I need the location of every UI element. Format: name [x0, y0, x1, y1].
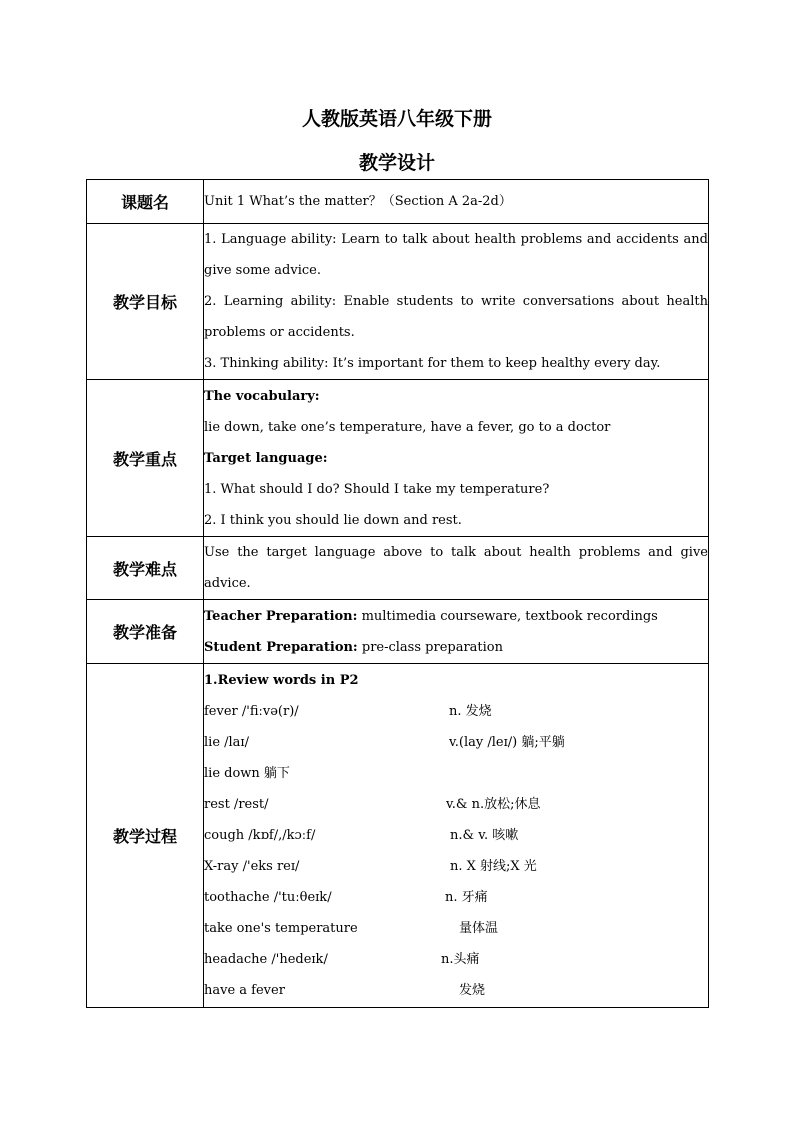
- vocab-entry: [204, 851, 708, 882]
- row-label-topic: 课题名: [87, 180, 204, 224]
- vocab-word: lie /laɪ/: [204, 735, 249, 750]
- row-label-key-points: 教学重点: [87, 380, 204, 537]
- vocab-word: headache /'hedeɪk/: [204, 952, 328, 967]
- vocab-entry: [204, 820, 708, 851]
- vocab-word: have a fever: [204, 983, 285, 998]
- student-preparation-label: Student Preparation:: [204, 639, 358, 655]
- vocab-word: toothache /'tuːθeɪk/: [204, 890, 332, 905]
- vocab-meaning: n. 牙痛: [445, 890, 488, 905]
- table-row-difficulties: [87, 537, 709, 600]
- vocab-word: lie down 躺下: [204, 766, 290, 781]
- vocab-entry: [204, 882, 708, 913]
- vocab-word: rest /rest/: [204, 797, 269, 812]
- student-preparation-text: pre-class preparation: [361, 639, 504, 655]
- row-label-preparation: 教学准备: [87, 600, 204, 664]
- vocab-entry: [204, 944, 708, 975]
- target-line: 1. What should I do? Should I take my temperature?: [204, 481, 550, 497]
- table-row-topic: [87, 180, 709, 224]
- row-content-key-points: [204, 380, 709, 537]
- target-line: 2. I think you should lie down and rest.: [204, 512, 462, 528]
- difficulty-line: advice.: [204, 576, 251, 591]
- vocab-word: take one's temperature: [204, 921, 358, 936]
- vocab-meaning: n.头痛: [441, 952, 480, 967]
- difficulty-line: Use the target language above to talk about health problems and give: [204, 545, 708, 560]
- row-label-objectives: 教学目标: [87, 224, 204, 380]
- table-row-process: [87, 664, 709, 1008]
- vocab-entry: [204, 696, 708, 727]
- row-content-process: [204, 664, 709, 1008]
- row-content-preparation: [204, 600, 709, 664]
- vocab-entry: [204, 913, 708, 944]
- target-heading: Target language:: [204, 450, 328, 466]
- table-row-key-points: [87, 380, 709, 537]
- table-row-objectives: [87, 224, 709, 380]
- row-content-difficulties: [204, 537, 709, 600]
- row-content-objectives: [204, 224, 709, 380]
- vocab-entry: [204, 789, 708, 820]
- vocab-meaning: v.& n.放松;休息: [446, 797, 541, 812]
- teacher-preparation-text: multimedia courseware, textbook recordings: [361, 608, 658, 624]
- row-label-difficulties: 教学难点: [87, 537, 204, 600]
- objective-line: 2. Learning ability: Enable students to write conversations about health: [204, 294, 708, 309]
- vocab-meaning: 发烧: [459, 983, 486, 998]
- vocab-meaning: n. X 射线;X 光: [450, 859, 537, 874]
- teacher-preparation: [204, 601, 708, 632]
- process-heading: 1.Review words in P2: [204, 673, 359, 688]
- vocab-meaning: n.& v. 咳嗽: [450, 828, 519, 843]
- vocab-meaning: n. 发烧: [449, 704, 492, 719]
- student-preparation: [204, 632, 708, 663]
- vocab-word: cough /kɒf/,/kɔːf/: [204, 828, 316, 843]
- vocab-entry: [204, 727, 708, 758]
- teacher-preparation-label: Teacher Preparation:: [204, 608, 358, 624]
- vocab-heading: The vocabulary:: [204, 388, 320, 404]
- vocab-meaning: 量体温: [459, 921, 499, 936]
- vocab-entry: [204, 975, 708, 1006]
- objective-line: problems or accidents.: [204, 325, 355, 340]
- objective-line: give some advice.: [204, 263, 321, 278]
- vocab-word: X-ray /'eks reɪ/: [204, 859, 300, 874]
- vocab-meaning: v.(lay /leɪ/) 躺;平躺: [449, 735, 565, 750]
- row-content-topic: [204, 180, 709, 224]
- objective-line: 1. Language ability: Learn to talk about health problems and accidents and: [204, 232, 708, 247]
- vocab-word: fever /'fiːvə(r)/: [204, 704, 299, 719]
- document-subtitle: 教学设计: [358, 152, 435, 174]
- row-label-process: 教学过程: [87, 664, 204, 1008]
- vocab-entry: [204, 758, 708, 789]
- vocab-text: lie down, take one’s temperature, have a fever, go to a doctor: [204, 419, 611, 435]
- topic-text: Unit 1 What’s the matter？（Section A 2a-2d）: [204, 194, 512, 209]
- lesson-plan-table: [86, 179, 709, 1008]
- objective-line: 3. Thinking ability: It’s important for them to keep healthy every day.: [204, 356, 661, 371]
- document-title: 人教版英语八年级下册: [301, 108, 492, 130]
- table-row-preparation: [87, 600, 709, 664]
